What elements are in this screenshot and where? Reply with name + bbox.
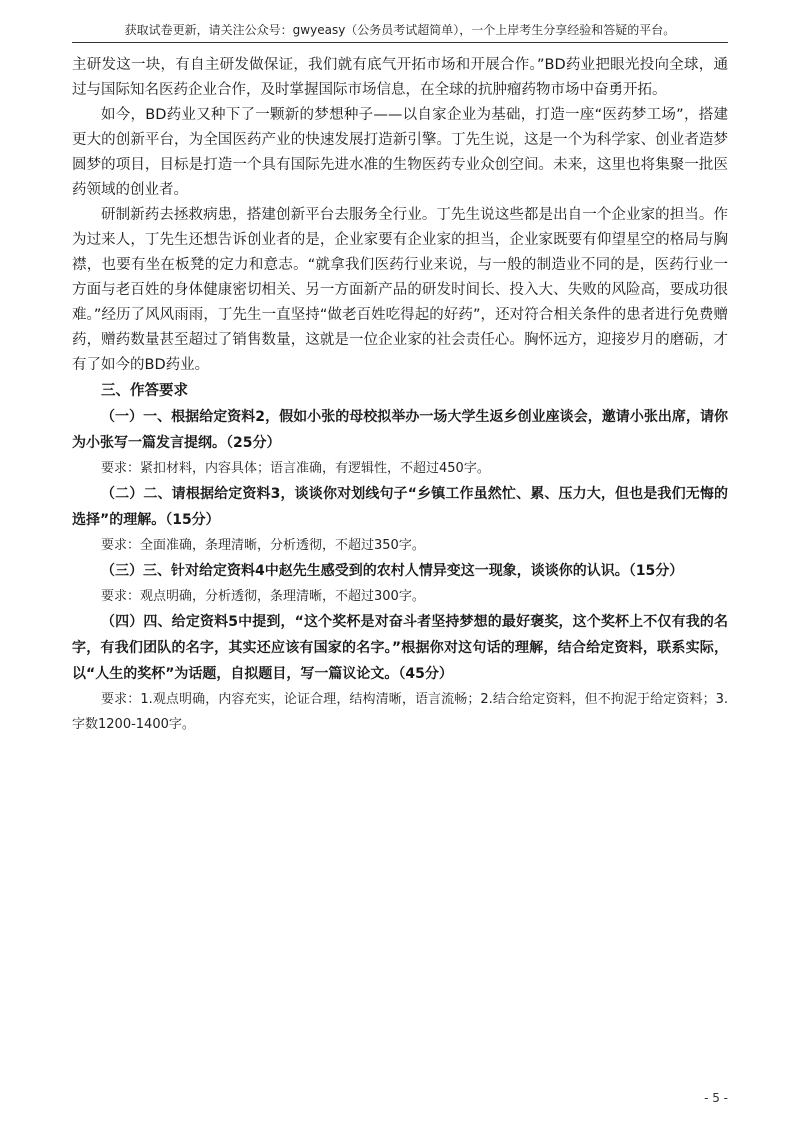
question-2-prompt: （二）二、请根据给定资料3，谈谈你对划线句子“乡镇工作虽然忙、累、压力大，但也是我们无悔的选择”的理解。（15分） [72, 486, 728, 528]
page-content [72, 53, 728, 737]
section-title: 三、作答要求 [101, 383, 188, 399]
page-number: - 5 - [704, 1091, 728, 1105]
question-3-requirement: 要求：观点明确，分析透彻，条理清晰，不超过300字。 [101, 589, 425, 604]
body-paragraph-2: 如今，BD药业又种下了一颗新的梦想种子——以自家企业为基础，打造一座“医药梦工场”，搭建更大的创新平台，为全国医药产业的快速发展打造新引擎。丁先生说，这是一个为科学家、创业者造梦圆梦的项目，目标是打造一个具有国际先进水准的生物医药专业众创空间。未来，这里也将集聚一批医药领域的创业者。 [72, 107, 728, 198]
body-paragraph-3: 研制新药去拯救病患，搭建创新平台去服务全行业。丁先生说这些都是出自一个企业家的担当。作为过来人，丁先生还想告诉创业者的是，企业家要有企业家的担当，企业家既要有仰望星空的格局与胸襟，也要有坐在板凳的定力和意志。“就拿我们医药行业来说，与一般的制造业不同的是，医药行业一方面与老百姓的身体健康密切相关、另一方面新产品的研发时间长、投入大、失败的风险高，要成功很难。”经历了风风雨雨，丁先生一直坚持“做老百姓吃得起的好药”，还对符合相关条件的患者进行免费赠药，赠药数量甚至超过了销售数量，这就是一位企业家的社会责任心。胸怀远方，迎接岁月的磨砺，才有了如今的BD药业。 [72, 207, 728, 373]
header-divider [72, 42, 728, 43]
question-1-prompt: （一）一、根据给定资料2，假如小张的母校拟举办一场大学生返乡创业座谈会，邀请小张出席，请你为小张写一篇发言提纲。（25分） [72, 409, 728, 451]
body-paragraph-1: 主研发这一块，有自主研发做保证，我们就有底气开拓市场和开展合作。”BD药业把眼光投向全球，通过与国际知名医药企业合作，及时掌握国际市场信息，在全球的抗肿瘤药物市场中奋勇开拓。 [72, 57, 728, 98]
question-1-requirement: 要求：紧扣材料，内容具体；语言准确，有逻辑性，不超过450字。 [101, 461, 490, 476]
header-banner: 获取试卷更新，请关注公众号：gwyeasy（公务员考试超简单），一个上岸考生分享经验和答疑的平台。 [124, 23, 676, 37]
question-2-requirement: 要求：全面准确，条理清晰，分析透彻，不超过350字。 [101, 538, 425, 553]
question-4-prompt: （四）四、给定资料5中提到，“这个奖杯是对奋斗者坚持梦想的最好褒奖，这个奖杯上不仅有我的名字，有我们团队的名字，其实还应该有国家的名字。”根据你对这句话的理解，结合给定资料，联系实际，以“人生的奖杯”为话题，自拟题目，写一篇议论文。（45分） [72, 614, 728, 682]
question-3-prompt: （三）三、针对给定资料4中赵先生感受到的农村人情异变这一现象，谈谈你的认识。（15分） [101, 563, 684, 579]
question-4-requirement: 要求：1.观点明确，内容充实，论证合理，结构清晰，语言流畅；2.结合给定资料，但不拘泥于给定资料；3.字数1200-1400字。 [72, 692, 728, 732]
